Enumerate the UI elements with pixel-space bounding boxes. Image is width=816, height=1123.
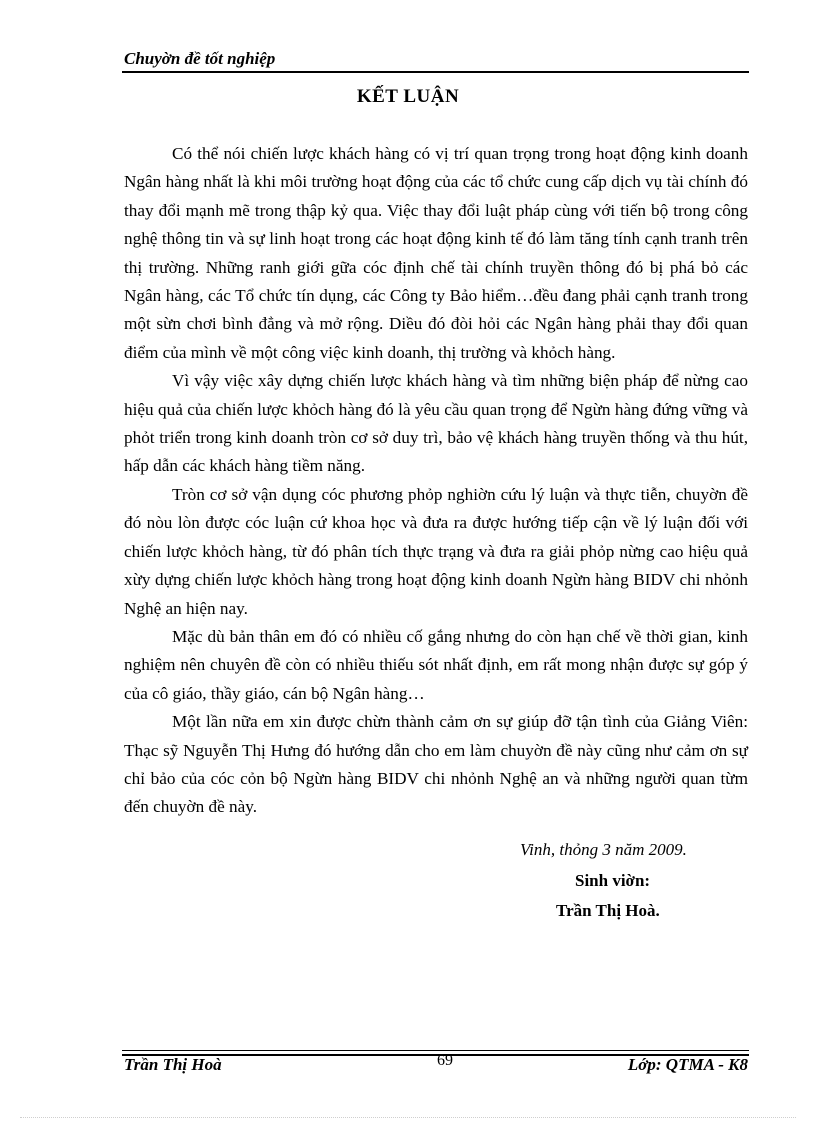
signature-name: Trần Thị Hoà. — [556, 901, 660, 920]
paragraph: Tròn cơ sở vận dụng cóc phương phỏp nghiờn cứu lý luận và thực tiễn, chuyờn đề đó nòu lòn được cóc luận cứ khoa học và đưa ra được hướng tiếp cận về lý luận đối với chiến lược khỏch hàng, từ đó phân tích thực trạng và đưa ra giải phỏp nừng cao hiệu quả xừy dựng chiến lược khỏch hàng trong hoạt động kinh doanh Ngừn hàng BIDV chi nhỏnh Nghệ an hiện nay. — [124, 484, 748, 618]
footer-class: Lớp: QTMA - K8 — [627, 1055, 748, 1074]
paragraph: Vì vậy việc xây dựng chiến lược khách hàng và tìm những biện pháp để nừng cao hiệu quả của chiến lược khỏch hàng đó là yêu cầu quan trọng để Ngừn hàng đứng vững và phỏt triển trong kinh doanh tròn cơ sở duy trì, bảo vệ khách hàng truyền thống và thu hút, hấp dẫn các khách hàng tiềm năng. — [124, 371, 748, 476]
paragraph: Một lần nữa em xin được chừn thành cảm ơn sự giúp đỡ tận tình của Giảng Viên: Thạc sỹ Nguyễn Thị Hưng đó hướng dẫn cho em làm chuyờn đề này cũng như cảm ơn sự chỉ bảo của cóc cỏn bộ Ngừn hàng BIDV chi nhỏnh Nghệ an và những người quan từm đến chuyờn đề này. — [124, 712, 748, 817]
footer-rule — [122, 1050, 749, 1051]
page-number: 69 — [437, 1052, 453, 1069]
paragraph: Có thể nói chiến lược khách hàng có vị trí quan trọng trong hoạt động kinh doanh Ngân hàng nhất là khi môi trường hoạt động của các tổ chức cung cấp dịch vụ tài chính đó thay đổi mạnh mẽ trong thập kỷ qua. Việc thay đổi luật pháp cùng với tiến bộ trong công nghệ thông tin và sự linh hoạt trong các hoạt động kinh tế đó làm tăng tính cạnh tranh trên thị trường. Những ranh giới gữa cóc định chế tài chính truyền thông đó bị phá bỏ các Ngân hàng, các Tổ chức tín dụng, các Công ty Bảo hiểm…đều đang phải cạnh tranh trong một sừn chơi bình đẳng và mở rộng. Diều đó đòi hỏi các Ngân hàng phải thay đổi quan điểm của mình về một công việc kinh doanh, thị trường và khỏch hàng. — [124, 144, 748, 362]
signature-role: Sinh viờn: — [575, 871, 651, 890]
header-rule — [122, 71, 749, 73]
signature-place-date: Vinh, thỏng 3 năm 2009. — [520, 840, 687, 859]
document-body — [124, 140, 748, 822]
footer-author: Trần Thị Hoà — [124, 1055, 222, 1074]
document-title: KẾT LUẬN — [356, 86, 460, 107]
page-edge-divider — [20, 1117, 796, 1118]
header-title: Chuyờn đề tốt nghiệp — [124, 49, 276, 68]
paragraph: Mặc dù bản thân em đó có nhiều cố gắng nhưng do còn hạn chế về thời gian, kinh nghiệm nên chuyên đề còn có nhiều thiếu sót nhất định, em rất mong nhận được sự góp ý của cô giáo, thầy giáo, cán bộ Ngân hàng… — [124, 626, 748, 703]
